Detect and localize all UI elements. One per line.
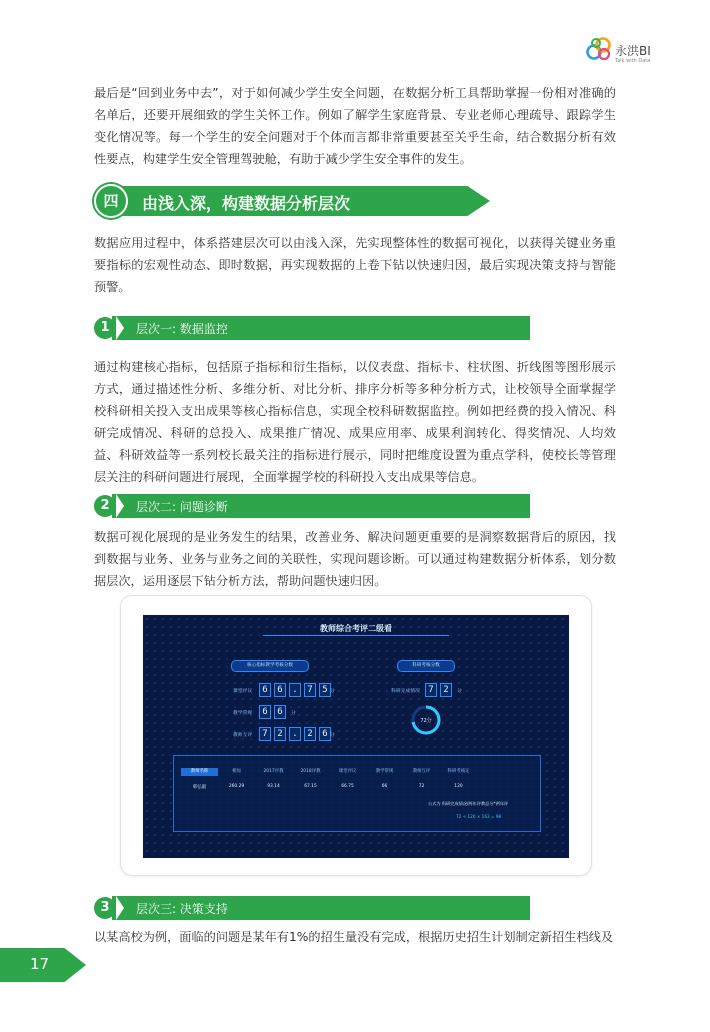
table-header-cell: 教师互评 [412, 769, 431, 774]
section-heading [94, 186, 490, 216]
table-cell: 66 [381, 784, 388, 789]
dashboard-screenshot [143, 615, 569, 858]
level-number: 1 [94, 317, 116, 339]
level-heading-3 [94, 896, 530, 920]
score-digits: 6 6 . 7 5 [259, 683, 331, 697]
table-header-cell: 课堂评议 [338, 769, 357, 774]
level-number: 2 [94, 495, 116, 517]
research-label: 科研完成情况 [391, 689, 420, 694]
table-cell: 260.29 [228, 784, 245, 789]
table-cell: 93.14 [267, 784, 280, 789]
page-number-tab [0, 948, 86, 982]
score-digits: 7 2 . 2 6 [259, 727, 331, 741]
score-label: 教师互评 [233, 733, 253, 738]
page-number: 17 [30, 955, 50, 973]
section-number: 四 [94, 184, 128, 218]
table-header-cell: 相加 [232, 769, 241, 774]
score-unit: 分 [330, 733, 335, 738]
level-heading-1 [94, 316, 530, 340]
dashboard-title: 教师综合考评二级看 [320, 624, 392, 633]
formula-values: 72 ÷ 120 × 163 = 98 [456, 814, 502, 819]
table-header-cell[interactable]: 教师名称 [181, 768, 218, 776]
level-label: 层次一: 数据监控 [136, 322, 228, 336]
brand-tagline: Talk with Data [615, 58, 651, 64]
score-table [173, 755, 541, 832]
right-panel-title: 科研考核分数 [397, 660, 455, 672]
level-number: 3 [94, 897, 116, 919]
table-header-cell: 教学常规 [375, 769, 394, 774]
research-gauge-text: 72分 [420, 718, 432, 724]
level-label: 层次三: 决策支持 [136, 902, 228, 916]
level-heading-2 [94, 494, 530, 518]
score-label: 教学常规 [233, 711, 253, 716]
brand-logo [584, 34, 674, 74]
score-unit: 分 [330, 689, 335, 694]
paragraph-level-3: 以某高校为例，面临的问题是某年有1%的招生量没有完成，根据历史招生计划制定新招生档线及 [94, 930, 614, 944]
score-label: 课堂评议 [233, 689, 253, 694]
paragraph-level-1: 通过构建核心指标，包括原子指标和衍生指标，以仪表盘、指标卡、柱状图、折线图等图形展示方式，通过描述性分析、多维分析、对比分析、排序分析等多种分析方式，让校领导全面掌握学校科研相关投入支出成果等核心指标信息，实现全校科研数据监控。例如把经费的投入情况、科研完成情况、科研的总投入、成果推广情况、成果应用率、成果利润转化、得奖情况、人均效益、科研效益等一系列校长最关注的指标进行展示，同时把维度设置为重点学科，使校长等管理层关注的科研问题进行展现，全面掌握学校的科研投入支出成果等信息。 [94, 360, 616, 484]
level-label: 层次二: 问题诊断 [136, 500, 228, 514]
table-cell: 韩弘毅 [192, 785, 207, 790]
table-row [181, 784, 477, 790]
left-panel-title: 核心指标教学考核分数 [231, 660, 309, 672]
paragraph-intro: 最后是“回到业务中去”，对于如何减少学生安全问题，在数据分析工具帮助掌握一份相对准确的名单后，还要开展细致的学生关怀工作。例如了解学生家庭背景、专业老师心理疏导、跟踪学生变化情况等。每一个学生的安全问题对于个体而言都非常重要甚至关乎生命，结合数据分析有效性要点，构建学生安全管理驾驶舱，有助于减少学生安全事件的发生。 [94, 86, 616, 166]
paragraph-section-intro: 数据应用过程中，体系搭建层次可以由浅入深，先实现整体性的数据可视化，以获得关键业务重要指标的宏观性动态、即时数据，再实现数据的上卷下钻以快速归因，最后实现决策支持与智能预警。 [94, 236, 616, 294]
section-title: 由浅入深，构建数据分析层次 [142, 194, 351, 213]
paragraph-level-2: 数据可视化展现的是业务发生的结果，改善业务、解决问题更重要的是洞察数据背后的原因，找到数据与业务、业务与业务之间的关联性，实现问题诊断。可以通过构建数据分析体系，划分数据层次，运用逐层下钻分析方法，帮助问题快速归因。 [94, 530, 616, 588]
table-header-cell: 2017评教 [263, 769, 284, 774]
logo-rings-icon [584, 34, 614, 64]
research-unit: 分 [457, 689, 462, 694]
dashboard-screenshot-frame [120, 595, 592, 876]
table-cell: 72 [418, 784, 425, 789]
research-digits: 7 2 [425, 683, 452, 697]
score-digits: 6 6 [259, 705, 286, 719]
formula-text: 公式为 科研完成情况/两年评教总分*两年评 [428, 801, 509, 806]
table-cell: 66.75 [341, 784, 354, 789]
table-header-cell: 科研考核定 [447, 769, 470, 774]
score-unit: 分 [291, 711, 296, 716]
table-header [181, 768, 477, 776]
table-cell: 67.15 [304, 784, 317, 789]
brand-name: 永洪BI [615, 44, 651, 58]
table-header-cell: 2018评教 [300, 769, 321, 774]
table-cell: 120 [454, 784, 463, 789]
